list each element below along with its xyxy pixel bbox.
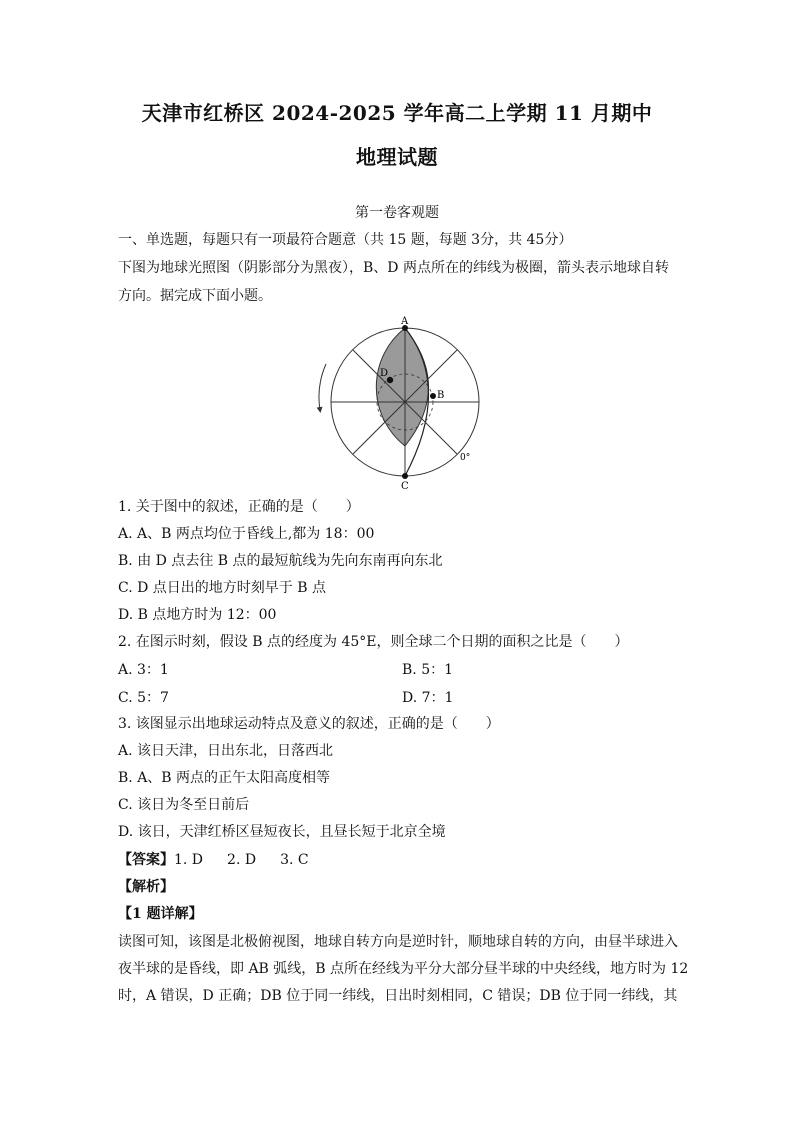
label-a: A (401, 316, 409, 327)
answer-row (118, 850, 309, 870)
earth-illumination-diagram (312, 312, 492, 490)
answer-3: 3. C (280, 852, 309, 868)
question-2-option-a: A. 3：1 (118, 662, 169, 678)
question-2-stem: 2. 在图示时刻，假设 B 点的经度为 45°E，则全球二个日期的面积之比是（ ） (118, 634, 629, 650)
volume-heading: 第一卷客观题 (355, 205, 439, 221)
question-1-option-a: A. A、B 两点均位于昏线上,都为 18：00 (118, 526, 375, 542)
point-b (430, 393, 436, 399)
label-b: B (437, 390, 445, 401)
question-3-option-c: C. 该日为冬至日前后 (118, 797, 250, 813)
analysis-text-line-3: 时，A 错误，D 正确；DB 位于同一纬线，日出时刻相同，C 错误；DB 位于同一纬线，其 (118, 988, 678, 1004)
question-1-stem: 1. 关于图中的叙述，正确的是（ ） (118, 499, 360, 515)
document-subtitle: 地理试题 (356, 145, 438, 169)
label-d: D (380, 368, 389, 379)
answer-2: 2. D (227, 852, 257, 868)
intro-text-line-1: 下图为地球光照图（阴影部分为黑夜），B、D 两点所在的纬线为极圈，箭头表示地球自转 (118, 260, 669, 276)
question-1-option-d: D. B 点地方时为 12：00 (118, 607, 277, 623)
label-zero-degree: 0° (460, 453, 471, 463)
analysis-sub-label: 【1 题详解】 (118, 906, 203, 922)
question-3-option-a: A. 该日天津，日出东北，日落西北 (118, 743, 334, 759)
rotation-arrow (319, 364, 326, 410)
analysis-text-line-1: 读图可知，该图是北极俯视图，地球自转方向是逆时针，顺地球自转的方向，由昼半球进入 (118, 934, 678, 950)
question-1-option-b: B. 由 D 点去往 B 点的最短航线为先向东南再向东北 (118, 553, 443, 569)
question-2-option-b: B. 5：1 (402, 662, 454, 678)
question-2-option-d: D. 7：1 (402, 690, 454, 706)
part-heading: 一、单选题，每题只有一项最符合题意（共 15 题，每题 3分，共 45分） (118, 232, 573, 248)
analysis-text-line-2: 夜半球的是昏线，即 AB 弧线，B 点所在经线为平分大部分昼半球的中央经线，地方时为 12 (118, 961, 689, 977)
answer-1: 1. D (174, 852, 204, 868)
question-3-option-b: B. A、B 两点的正午太阳高度相等 (118, 770, 331, 786)
answer-label: 【答案】 (118, 852, 174, 868)
question-1-option-c: C. D 点日出的地方时刻早于 B 点 (118, 580, 326, 596)
intro-text-line-2: 方向。据完成下面小题。 (118, 288, 272, 304)
question-3-stem: 3. 该图显示出地球运动特点及意义的叙述，正确的是（ ） (118, 716, 500, 732)
point-c (402, 473, 408, 479)
label-c: C (401, 481, 409, 490)
analysis-label: 【解析】 (118, 879, 174, 895)
document-title: 天津市红桥区 2024-2025 学年高二上学期 11 月期中 (141, 101, 653, 125)
question-3-option-d: D. 该日，天津红桥区昼短夜长，且昼长短于北京全境 (118, 824, 446, 840)
question-2-option-c: C. 5：7 (118, 690, 169, 706)
